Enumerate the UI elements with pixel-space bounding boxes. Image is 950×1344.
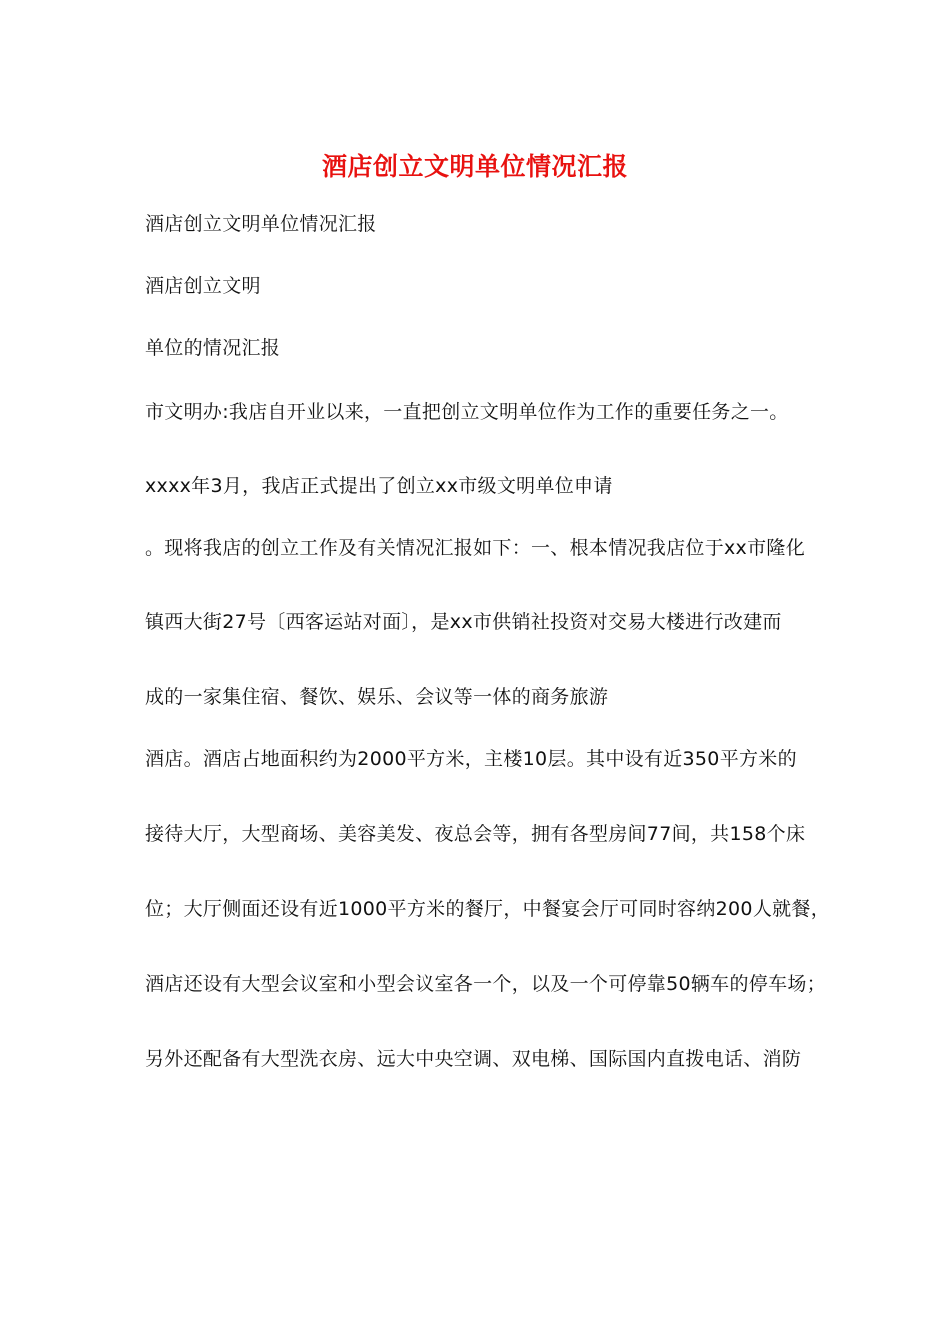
text-line-body: 。现将我店的创立工作及有关情况汇报如下：一、根本情况我店位于xx市隆化 <box>145 537 805 559</box>
document-title: 酒店创立文明单位情况汇报 <box>321 152 628 181</box>
text-line-body: xxxx年3月，我店正式提出了创立xx市级文明单位申请 <box>145 475 613 497</box>
text-line-body: 酒店还设有大型会议室和小型会议室各一个，以及一个可停靠50辆车的停车场； <box>145 973 826 995</box>
text-line-body: 镇西大街27号〔西客运站对面〕，是xx市供销社投资对交易大楼进行改建而 <box>145 611 782 633</box>
text-line-body: 位；大厅侧面还设有近1000平方米的餐厅，中餐宴会厅可同时容纳200人就餐， <box>145 898 831 920</box>
text-line-body: 接待大厅，大型商场、美容美发、夜总会等，拥有各型房间77间，共158个床 <box>145 823 806 845</box>
text-line-body: 酒店。酒店占地面积约为2000平方米，主楼10层。其中设有近350平方米的 <box>145 748 797 770</box>
text-line-body: 另外还配备有大型洗衣房、远大中央空调、双电梯、国际国内直拨电话、消防 <box>145 1048 802 1070</box>
text-line-body: 成的一家集住宿、餐饮、娱乐、会议等一体的商务旅游 <box>145 686 609 708</box>
text-line-salutation: 市文明办:我店自开业以来，一直把创立文明单位作为工作的重要任务之一。 <box>145 401 789 423</box>
text-line-heading-1: 酒店创立文明 <box>145 275 261 297</box>
text-line-heading-2: 单位的情况汇报 <box>145 337 281 359</box>
text-line-subtitle: 酒店创立文明单位情况汇报 <box>145 213 377 235</box>
